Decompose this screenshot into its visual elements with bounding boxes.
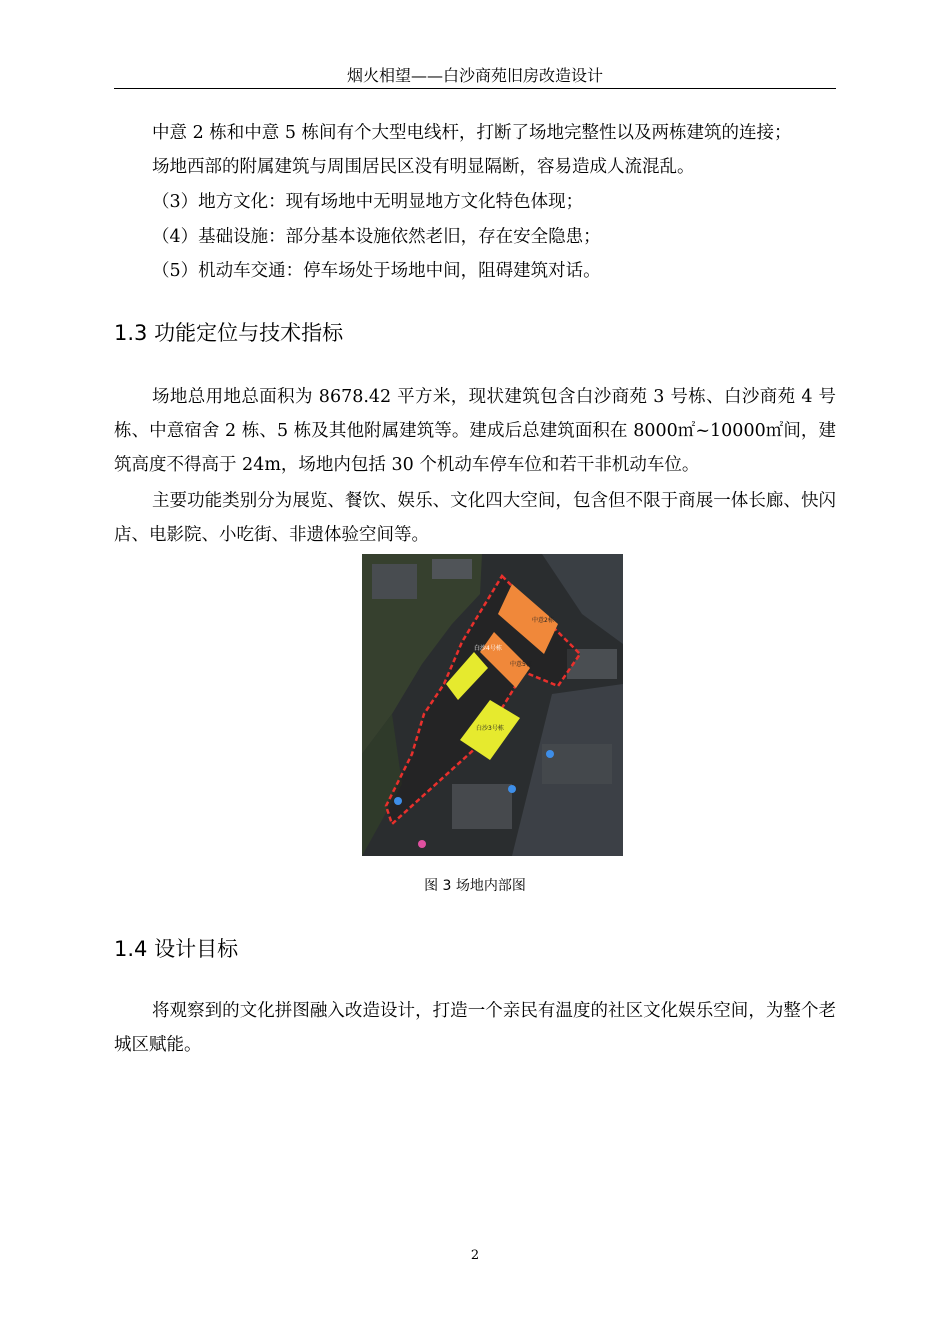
label-baisha-4: 白沙4号栋	[474, 645, 502, 652]
paragraph-site-area: 场地总用地总面积为 8678.42 平方米，现状建筑包含白沙商苑 3 号栋、白沙商苑 4 号栋、中意宿舍 2 栋、5 栋及其他附属建筑等。建成后总建筑面积在 8000㎡~10000㎡间，建筑高度不得高于 24m，场地内包括 30 个机动车停车位和若干非机动车位。	[114, 387, 836, 475]
list-item-culture: （3）地方文化：现有场地中无明显地方文化特色体现；	[152, 192, 584, 212]
list-item-infrastructure: （4）基础设施：部分基本设施依然老旧，存在安全隐患；	[152, 227, 601, 247]
label-zhongyi-2: 中意2栋	[532, 617, 554, 624]
map-pin-icon	[508, 785, 516, 793]
map-pin-icon	[546, 750, 554, 758]
page-number: 2	[470, 1248, 480, 1263]
map-pin-icon	[418, 840, 426, 848]
section-heading-1-4: 1.4 设计目标	[114, 937, 239, 961]
figure-caption: 图 3 场地内部图	[424, 878, 526, 894]
label-baisha-3: 白沙3号栋	[476, 725, 504, 732]
site-map-figure	[362, 554, 623, 856]
label-zhongyi-5: 中意5栋	[510, 661, 532, 668]
page-header: 烟火相望——白沙商苑旧房改造设计	[114, 64, 836, 89]
site-map-image	[362, 554, 623, 856]
paragraph-functions: 主要功能类别分为展览、餐饮、娱乐、文化四大空间，包含但不限于商展一体长廊、快闪店、电影院、小吃街、非遗体验空间等。	[114, 491, 836, 545]
map-pin-icon	[394, 797, 402, 805]
paragraph-design-goal: 将观察到的文化拼图融入改造设计，打造一个亲民有温度的社区文化娱乐空间，为整个老城区赋能。	[114, 1001, 836, 1055]
section-heading-1-3: 1.3 功能定位与技术指标	[114, 321, 344, 345]
paragraph-problem-cont: 中意 2 栋和中意 5 栋间有个大型电线杆，打断了场地完整性以及两栋建筑的连接；	[152, 123, 792, 143]
paragraph-problem-west: 场地西部的附属建筑与周围居民区没有明显隔断，容易造成人流混乱。	[152, 157, 695, 177]
list-item-traffic: （5）机动车交通：停车场处于场地中间，阻碍建筑对话。	[152, 261, 601, 281]
